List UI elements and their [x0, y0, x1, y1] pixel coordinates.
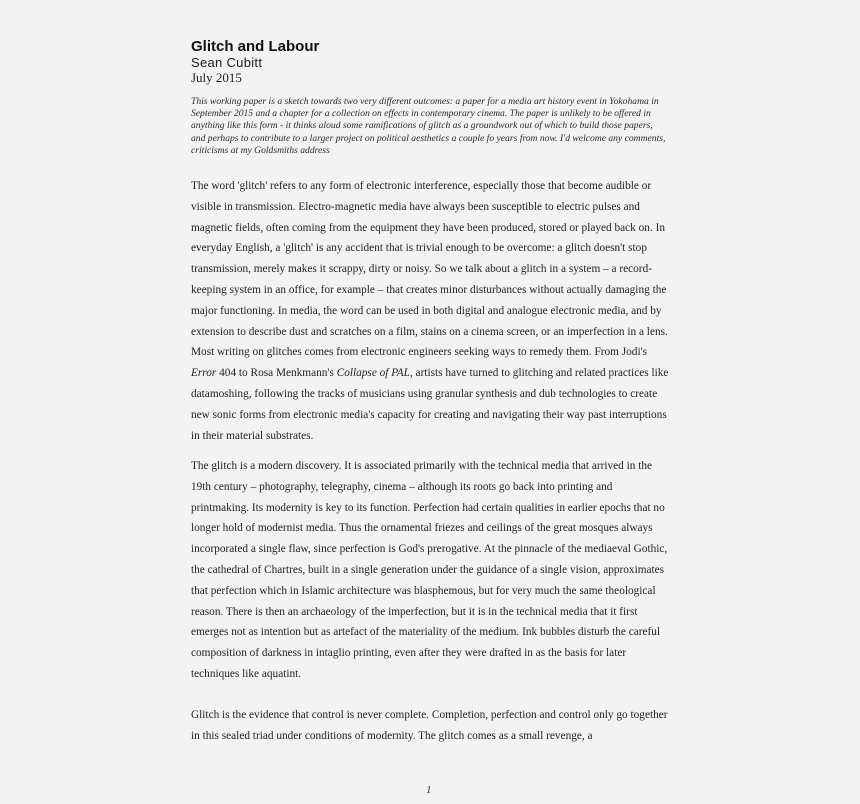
paragraph-text: , artists have turned to glitching and related practices like datamoshing, following the tracks of musicians using granular synthesis and dub technologies to create new sonic forms from electronic media's capacity for creating and navigating their way past interruptions in their material substrates. [191, 367, 669, 442]
document-title: Glitch and Labour [191, 38, 320, 55]
page-number: 1 [426, 784, 432, 796]
body-paragraph-1 [191, 176, 669, 446]
body-paragraph-3: Glitch is the evidence that control is never complete. Completion, perfection and control only go together in this sealed triad under conditions of modernity. The glitch comes as a small revenge, a [191, 709, 668, 742]
work-title-collapse-of-pal: Collapse of PAL [336, 367, 410, 380]
author-name: Sean Cubitt [191, 55, 263, 70]
document-header [191, 38, 671, 85]
body-paragraph-2: The glitch is a modern discovery. It is associated primarily with the technical media that arrived in the 19th century – photography, telegraphy, cinema – although its roots go back into printing and printmaking. Its modernity is key to its function. Perfection had certain qualities in earlier epochs that no longer hold of modernist media. Thus the ornamental friezes and ceilings of the great mosques always incorporated a single flaw, since perfection is God's prerogative. At the pinnacle of the mediaeval Gothic, the cathedral of Chartres, built in a single generation under the guidance of a single vision, approximates that perfection which in Islamic architecture was blasphemous, but for very much the same theological reason. There is then an archaeology of the imperfection, but it is in the technical media that it first emerges not as intention but as artefact of the materiality of the medium. Ink bubbles disturb the careful composition of darkness in intaglio printing, even after they were drafted in as the basis for later techniques like aquatint. [191, 460, 668, 680]
work-title-error: Error [191, 367, 217, 380]
paragraph-text: 404 to Rosa Menkmann's [216, 367, 337, 380]
document-date: July 2015 [191, 70, 242, 85]
paragraph-text: The word 'glitch' refers to any form of electronic interference, especially those that become audible or visible in transmission. Electro-magnetic media have always been susceptible to electric pulses and magnetic fields, often coming from the equipment they have been produced, stored or played back on. In everyday English, a 'glitch' is any accident that is trivial enough to be overcome: a glitch doesn't stop transmission, merely makes it scrappy, dirty or noisy. So we talk about a glitch in a system – a record-keeping system in an office, for example – that creates minor disturbances without actually damaging the major functioning. In media, the word can be used in both digital and analogue electronic media, and by extension to describe dust and scratches on a film, stains on a cinema screen, or an imperfection in a lens. Most writing on glitches comes from electronic engineers seeking ways to remedy them. From Jodi's [191, 180, 668, 359]
abstract-note: This working paper is a sketch towards two very different outcomes: a paper for a media art history event in Yokohama in September 2015 and a chapter for a collection on effects in contemporary cinema. The paper is unlikely to be offered in anything like this form - it thinks aloud some ramifications of glitch as a groundwork out of which to build those papers, and perhaps to contribute to a larger project on political aesthetics a couple fo years from now. I'd welcome any comments, criticisms at my Goldsmiths address [191, 96, 666, 156]
